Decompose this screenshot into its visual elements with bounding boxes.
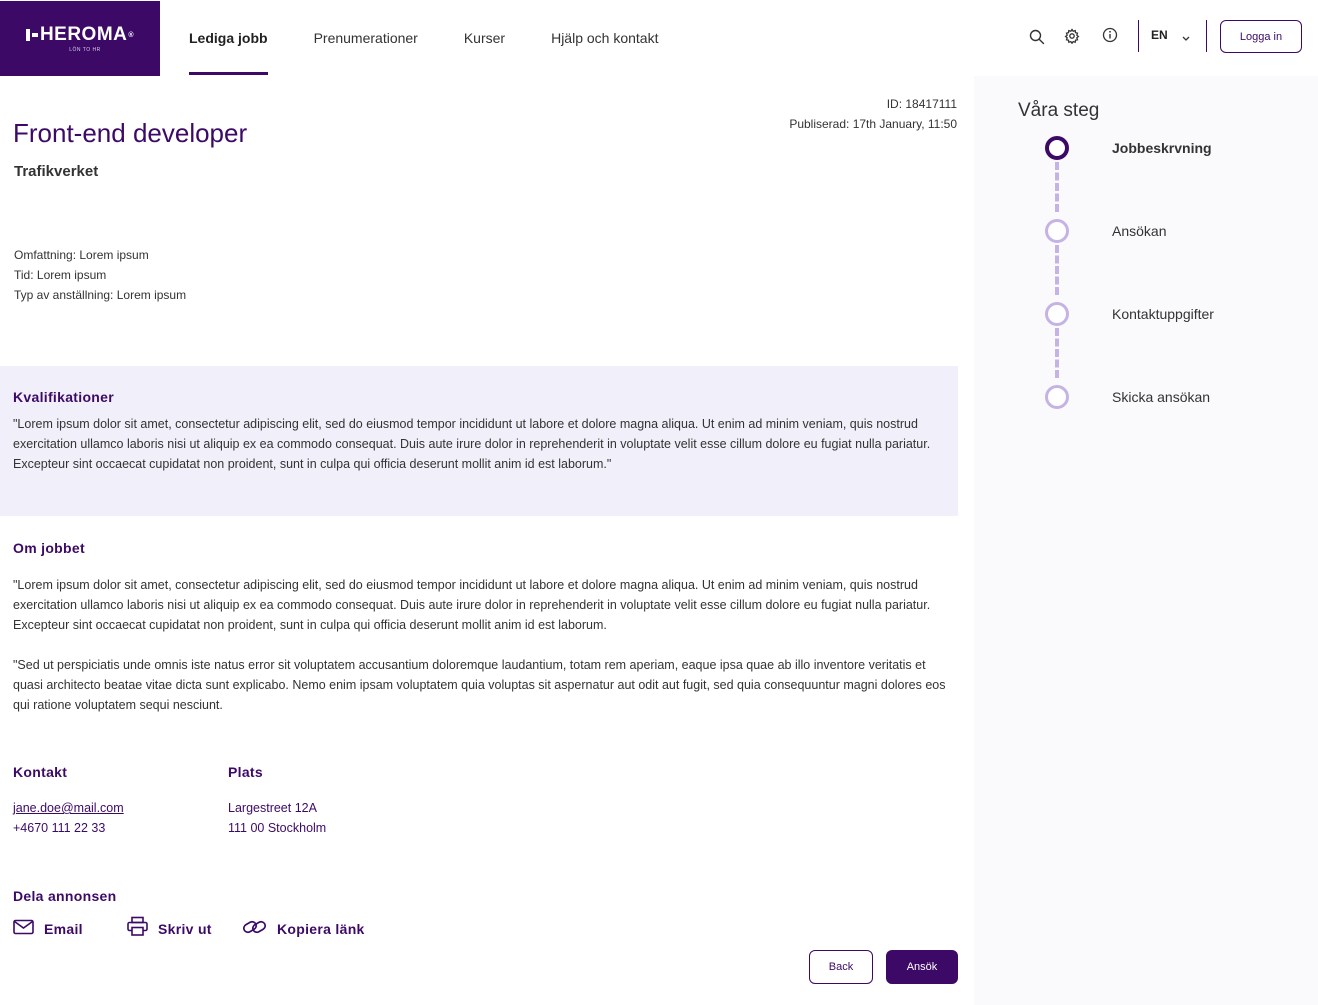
about-paragraph: "Lorem ipsum dolor sit amet, consectetur adipiscing elit, sed do eiusmod tempor incididunt ut labore et dolore magna aliqua. Ut enim ad minim veniam, quis nostrud exercitation ullamco laboris nisi ut aliquip ex ea commodo consequat. Duis aute irure dolor in reprehenderit in voluptate velit esse cillum dolore eu fugiat nulla pariatur. Excepteur sint occaecat cupidatat non proident, sunt in culpa qui officia deserunt mollit anim id est laborum.: [13, 578, 931, 632]
step-ansokan: Ansökan: [1112, 223, 1167, 239]
step-connector: [1055, 162, 1059, 212]
fact-tid: Tid: Lorem ipsum: [14, 268, 107, 282]
job-id: ID: 18417111: [886, 97, 957, 111]
qualifications-heading: Kvalifikationer: [13, 389, 114, 405]
share-copy-link-label: Kopiera länk: [277, 921, 365, 937]
step-indicator: [1045, 219, 1069, 243]
search-icon[interactable]: [1028, 28, 1046, 46]
share-print-button[interactable]: [127, 917, 212, 941]
nav-item-lediga-jobb[interactable]: Lediga jobb: [189, 0, 268, 76]
step-indicator: [1045, 385, 1069, 409]
header-divider: [1206, 20, 1207, 52]
top-header: [0, 0, 1318, 76]
fact-omfattning: Omfattning: Lorem ipsum: [14, 248, 149, 262]
share-email-label: Email: [44, 921, 83, 937]
link-icon: [242, 917, 267, 942]
fact-typ: Typ av anställning: Lorem ipsum: [14, 288, 187, 302]
nav-item-hjalp-och-kontakt[interactable]: Hjälp och kontakt: [551, 30, 659, 46]
location-heading: Plats: [228, 764, 263, 780]
step-connector: [1055, 328, 1059, 378]
login-button[interactable]: Logga in: [1220, 20, 1302, 53]
main-nav: [189, 0, 704, 76]
gear-icon[interactable]: [1063, 27, 1081, 45]
contact-email-link[interactable]: jane.doe@mail.com: [13, 801, 124, 815]
steps-title: Våra steg: [1018, 100, 1100, 121]
about-paragraph: "Sed ut perspiciatis unde omnis iste natus error sit voluptatem accusantium doloremque laudantium, totam rem aperiam, eaque ipsa quae ab illo inventore veritatis et quasi architecto beatae vitae dicta sunt explicabo. Nemo enim ipsam voluptatem quia voluptas sit aspernatur aut odit aut fugit, sed quia consequuntur magni dolores eos qui ratione voluptatem sequi nesciunt.: [13, 658, 946, 712]
logo-mark-icon: [26, 29, 38, 41]
step-connector: [1055, 245, 1059, 295]
steps-sidebar: [974, 76, 1318, 1005]
contact-heading: Kontakt: [13, 764, 68, 780]
share-heading: Dela annonsen: [13, 888, 117, 904]
brand-name: HEROMA: [39, 24, 128, 45]
contact-phone: +4670 111 22 33: [13, 821, 106, 835]
envelope-icon: [13, 919, 34, 940]
company-name: Trafikverket: [14, 163, 99, 180]
heroma-logo[interactable]: [0, 1, 160, 76]
step-jobbeskrivning: Jobbeskrvning: [1112, 140, 1212, 156]
step-skicka-ansokan: Skicka ansökan: [1112, 389, 1211, 405]
apply-button[interactable]: Ansök: [886, 950, 958, 984]
nav-item-kurser[interactable]: Kurser: [463, 30, 506, 46]
step-indicator-active: [1045, 136, 1069, 160]
about-heading: Om jobbet: [13, 540, 85, 556]
share-copy-link-button[interactable]: [242, 917, 365, 941]
printer-icon: [127, 916, 148, 942]
language-selector[interactable]: EN: [1151, 28, 1168, 42]
header-divider: [1138, 20, 1139, 52]
step-kontaktuppgifter: Kontaktuppgifter: [1112, 306, 1214, 322]
address-city: 111 00 Stockholm: [228, 821, 327, 835]
info-icon[interactable]: [1101, 26, 1119, 44]
qualifications-text: "Lorem ipsum dolor sit amet, consectetur adipiscing elit, sed do eiusmod tempor incididunt ut labore et dolore magna aliqua. Ut enim ad minim veniam, quis nostrud exercitation ullamco laboris nisi ut aliquip ex ea commodo consequat. Duis aute irure dolor in reprehenderit in voluptate velit esse cillum dolore eu fugiat nulla pariatur. Excepteur sint occaecat cupidatat non proident, sunt in culpa qui officia deserunt mollit anim id est laborum.": [13, 417, 931, 471]
chevron-down-icon[interactable]: [1181, 30, 1191, 48]
published-date: Publiserad: 17th January, 11:50: [789, 117, 957, 131]
page-title: Front-end developer: [13, 118, 248, 148]
job-facts: [14, 245, 186, 305]
nav-item-prenumerationer[interactable]: Prenumerationer: [313, 30, 418, 46]
brand-subtitle: LÖN TO HR: [69, 47, 101, 53]
step-indicator: [1045, 302, 1069, 326]
address-street: Largestreet 12A: [228, 801, 317, 815]
logo-wordmark: HEROMA ®: [26, 24, 134, 46]
back-button[interactable]: Back: [809, 950, 873, 984]
share-email-button[interactable]: [13, 917, 83, 941]
share-print-label: Skriv ut: [158, 921, 212, 937]
